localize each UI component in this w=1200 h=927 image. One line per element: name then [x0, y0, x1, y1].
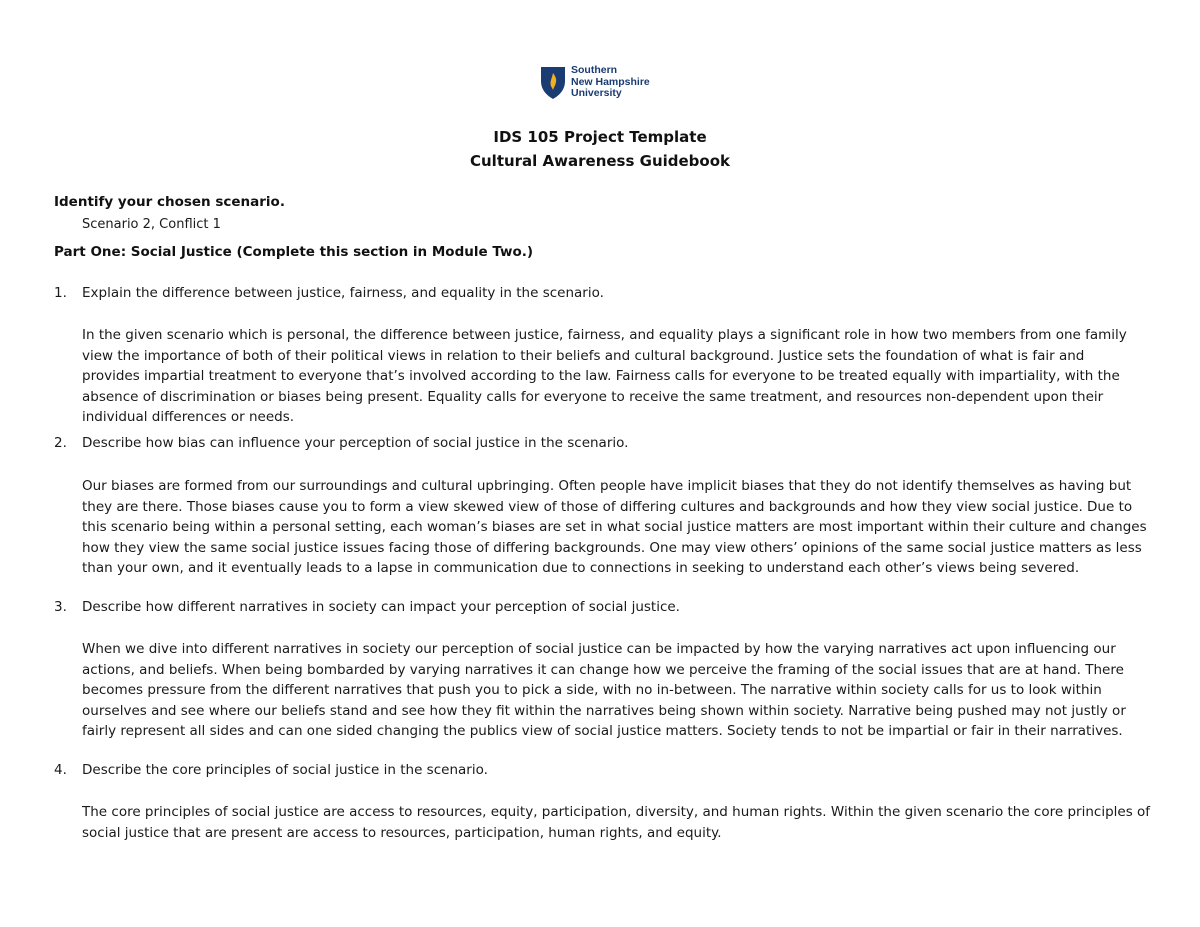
university-logo	[540, 66, 650, 100]
answer-paragraph	[82, 802, 1152, 843]
answer-line: actions, and beliefs. When being bombarded by varying narratives it can change how we perceive the framing of the social issues that are at hand. There	[82, 661, 1124, 678]
logo-line-2: New Hampshire	[571, 75, 650, 88]
scenario-value: Scenario 2, Conflict 1	[82, 217, 221, 232]
question-number: 3.	[54, 599, 67, 615]
answer-line: social justice that are present are access to resources, participation, human rights, and equity.	[82, 824, 722, 841]
question-prompt: Explain the difference between justice, fairness, and equality in the scenario.	[82, 285, 604, 301]
answer-line: fairly represent all sides and can one sided changing the publics view of social justice matters. Society tends to not be impartial or fair in their narratives.	[82, 723, 1123, 739]
logo-wordmark	[571, 65, 650, 100]
answer-line: how they view the same social justice issues facing those of differing backgrounds. One may view others’ opinions of the same social justice matters as less	[82, 539, 1142, 556]
shield-flame-icon	[540, 66, 566, 100]
document-subtitle: Cultural Awareness Guidebook	[469, 152, 731, 170]
question-prompt: Describe how bias can influence your perception of social justice in the scenario.	[82, 435, 629, 451]
answer-line: Our biases are formed from our surroundings and cultural upbringing. Often people have implicit biases that they do not identify themselves as having but	[82, 478, 1132, 494]
answer-line: When we dive into different narratives in society our perception of social justice can be impacted by how the varying narratives act upon influencing our	[82, 641, 1116, 657]
question-prompt: Describe the core principles of social justice in the scenario.	[82, 762, 488, 778]
answer-line: this scenario being within a personal setting, each woman’s biases are set in what social justice matters are most important within their culture and changes	[82, 519, 1147, 535]
answer-line: provides impartial treatment to everyone that’s involved according to the law. Fairness calls for everyone to be treated equally with impartiality, with the	[82, 368, 1120, 384]
answer-line: individual differences or needs.	[82, 409, 295, 425]
question-number: 4.	[54, 762, 67, 778]
question-number: 2.	[54, 435, 67, 451]
scenario-label: Identify your chosen scenario.	[54, 194, 285, 210]
part-one-heading: Part One: Social Justice (Complete this section in Module Two.)	[54, 244, 534, 260]
answer-paragraph	[82, 476, 1152, 579]
question-number: 1.	[54, 285, 67, 301]
answer-line: ourselves and see where our beliefs stand and see how they fit within the narratives being shown within society. Narrative being pushed may not justly or	[82, 702, 1126, 719]
answer-line: The core principles of social justice are access to resources, equity, participation, diversity, and human rights. Within the given scenario the core principles of	[82, 804, 1151, 820]
document-title: IDS 105 Project Template	[493, 128, 707, 146]
answer-line: In the given scenario which is personal, the difference between justice, fairness, and equality plays a significant role in how two members from one family	[82, 327, 1127, 343]
answer-paragraph	[82, 639, 1152, 742]
logo-line-1: Southern	[571, 64, 618, 76]
answer-line: becomes pressure from the different narratives that push you to pick a side, with no in-between. The narrative within society calls for us to look within	[82, 682, 1102, 698]
answer-line: absence of discrimination or biases being present. Equality calls for everyone to receive the same treatment, and resources non-dependent upon their	[82, 388, 1104, 405]
question-prompt: Describe how different narratives in society can impact your perception of social justice.	[82, 599, 680, 615]
answer-line: they are there. Those biases cause you to form a view skewed view of those of differing cultures and backgrounds and how they view social justice. Due to	[82, 498, 1133, 515]
answer-line: than your own, and it eventually leads to a lapse in communication due to connections in seeking to understand each other’s views being severed.	[82, 560, 1080, 576]
logo-line-3: University	[571, 87, 622, 99]
answer-line: view the importance of both of their political views in relation to their beliefs and cultural background. Justice sets the foundation of what is fair and	[82, 347, 1085, 364]
answer-paragraph	[82, 325, 1152, 428]
